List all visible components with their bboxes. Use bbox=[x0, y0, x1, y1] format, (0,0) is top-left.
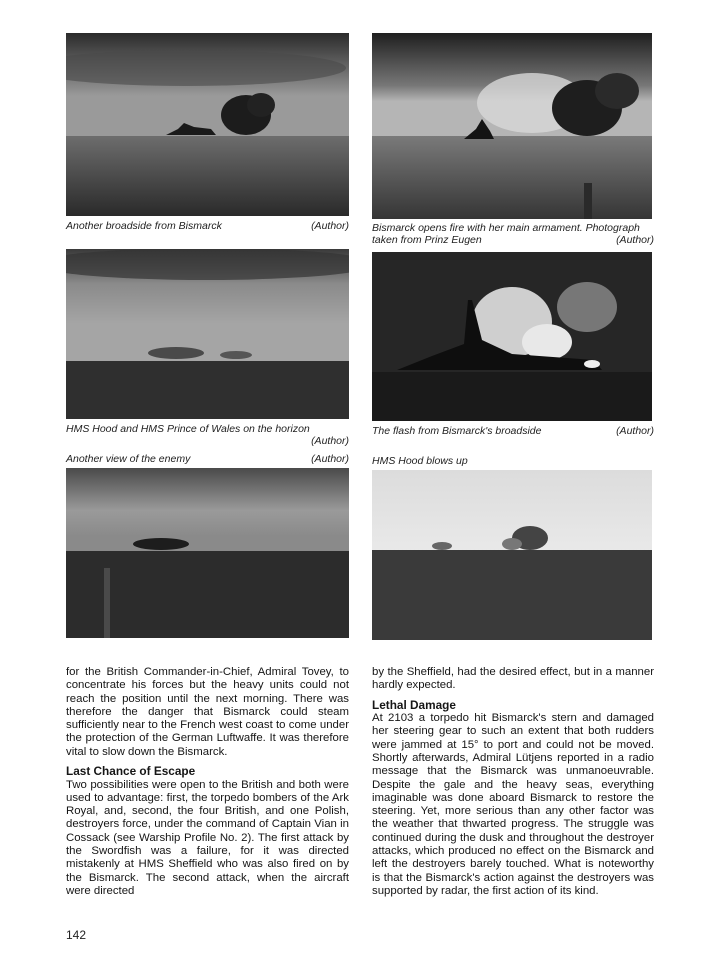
section-heading: Lethal Damage bbox=[372, 697, 456, 712]
photo-credit-1: (Author) bbox=[311, 220, 349, 232]
photo-hood-prince-of-wales bbox=[66, 249, 349, 419]
photo-caption-5: Another view of the enemy (Author) bbox=[66, 453, 349, 465]
section-heading: Last Chance of Escape bbox=[66, 764, 196, 779]
photo-enemy-view bbox=[66, 468, 349, 638]
photo-caption-2: Bismarck opens fire with her main armament. Photograph taken from Prinz Eugen (Author) bbox=[372, 222, 654, 246]
photo-hood-blows-up bbox=[372, 470, 652, 640]
paragraph: At 2103 a torpedo hit Bismarck's stern and damaged her steering gear to such an extent that both rudders were jammed at 15° to port and could not be moved. Shortly afterwards, Admiral Lütjens reported in a radio message that the Bismarck was unmanoeuvrable. Despite the gale and the heavy seas, everything imaginable was done aboard Bismarck to restore the steering. Yet, more serious than any other factor was the weather that thwarted progress. The struggle was continued during the dusk and throughout the destroyer attacks, which produced no effect on the Bismarck and left the destroyers barely touched. What is noteworthy is that the Bismarck's action against the destroyers was supported by radar, the first action of its kind. bbox=[372, 712, 654, 897]
photo-caption-4: The flash from Bismarck's broadside (Author) bbox=[372, 425, 654, 437]
photo-caption-6: HMS Hood blows up bbox=[372, 455, 468, 467]
photo-credit-5: (Author) bbox=[311, 453, 349, 465]
paragraph: Two possibilities were open to the British and both were used to advantage: first, the torpedo bombers of the Ark Royal, and, second, the four British, and one Polish, destroyers force, under the command of Captain Vian in Cossack (see Warship Profile No. 2). The first attack by the Swordfish was a failure, for it was directed mistakenly at HMS Sheffield who was also fired on by the Bismarck. The second attack, when the aircraft were directed bbox=[66, 778, 349, 897]
text-column-left bbox=[66, 666, 349, 898]
photo-caption-1: Another broadside from Bismarck (Author) bbox=[66, 220, 349, 232]
photo-credit-2: (Author) bbox=[616, 234, 654, 246]
photo-credit-4: (Author) bbox=[616, 425, 654, 437]
paragraph: by the Sheffield, had the desired effect, but in a manner hardly expected. bbox=[372, 666, 654, 692]
page-number: 142 bbox=[66, 928, 87, 942]
photo-opens-fire bbox=[372, 33, 652, 219]
photo-flash-broadside bbox=[372, 252, 652, 421]
photo-credit-3: (Author) bbox=[311, 435, 349, 447]
photo-caption-3: HMS Hood and HMS Prince of Wales on the horizon (Author) bbox=[66, 423, 349, 447]
photo-broadside-1 bbox=[66, 33, 349, 216]
paragraph: for the British Commander-in-Chief, Admiral Tovey, to concentrate his forces but the heavy units could not reach the position until the next morning. There was therefore the danger that Bismarck could steam sufficiently near to the French west coast to come under the protection of the German Luftwaffe. It was therefore vital to slow down the Bismarck. bbox=[66, 666, 349, 758]
text-column-right bbox=[372, 666, 654, 898]
